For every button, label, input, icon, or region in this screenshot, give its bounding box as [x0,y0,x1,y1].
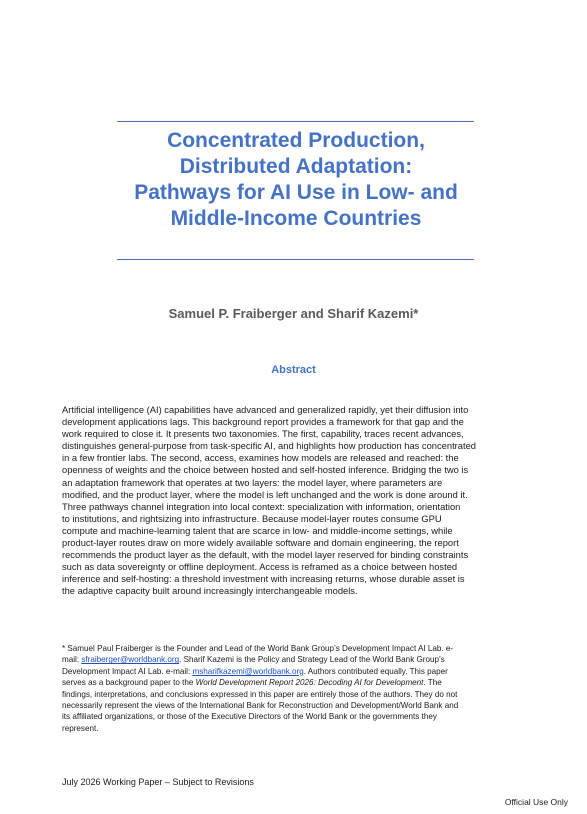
footnote-text: Development Impact AI Lab. e-mail: [62,666,193,676]
abstract-line: compute and machine-learning talent that are scarce in low- and middle-income settings, while [62,525,453,536]
abstract-line: inference and self-hosting: a threshold investment with increasing returns, whose durable asset is [62,574,465,585]
abstract-line: Artificial intelligence (AI) capabilities have advanced and generalized rapidly, yet their diffusion into [62,405,469,415]
title-line: Pathways for AI Use in Low- and [134,181,458,204]
abstract-line: modified, and the product layer, where the model is left unchanged and the work is done around it. [62,489,468,500]
abstract-line: product-layer routes draw on more widely available software and domain engineering, the report [62,538,459,549]
abstract-line: distinguishes general-purpose from task-specific AI, and highlights how production has concentrated [62,441,476,452]
footnote-line [62,666,524,677]
footnote-line: represent. [62,723,99,733]
footnote-line [62,677,524,688]
abstract-line: development applications lags. This background report provides a framework for that gap and the [62,417,464,428]
abstract-line: recommends the product layer as the default, with the model layer reserved for binding constraints [62,550,469,561]
footnote-line: necessarily represent the views of the International Bank for Reconstruction and Development/World Bank and [62,701,459,711]
footnote-text: . Sharif Kazemi is the Policy and Strategy Lead of the World Bank Group’s [179,655,445,665]
abstract-line: in a few frontier labs. The second, access, examines how models are released and reached: the [62,453,459,464]
title-bottom-rule [117,259,474,260]
working-paper-note: July 2026 Working Paper – Subject to Revisions [62,777,254,787]
email-link-kazemi[interactable]: msharifkazemi@worldbank.org [192,666,304,676]
classification-label: Official Use Only [504,797,568,807]
report-title: World Development Report 2026: Decoding AI for Development [195,678,424,688]
footnote-text: mail: [62,655,82,665]
abstract-line: work required to close it. It presents two taxonomies. The first, capability, traces recent advances, [62,429,464,440]
abstract-line: to institutions, and rightsizing into infrastructure. Because model-layer routes consume GPU [62,513,442,524]
abstract-line: such as data sovereignty or offline deployment. Access is reframed as a choice between hosted [62,562,458,573]
abstract-heading: Abstract [271,364,316,376]
abstract-line: an adaptation framework that operates at two layers: the model layer, where parameters are [62,477,443,488]
title-line: Concentrated Production, [167,129,425,152]
author-line: Samuel P. Fraiberger and Sharif Kazemi* [168,306,419,321]
author-footnote [62,643,524,734]
footnote-line: its affiliated organizations, or those of the Executive Directors of the World Bank or the governments they [62,712,437,722]
email-link-fraiberger[interactable]: sfraiberger@worldbank.org [81,655,180,665]
abstract-line: the adaptive capacity built around increasingly interchangeable models. [62,586,358,597]
footnote-line [62,654,524,665]
paper-title [100,128,492,232]
footnote-text: serves as a background paper to the [62,678,196,688]
footnote-text: . Authors contributed equally. This paper [303,666,448,676]
footnote-line: * Samuel Paul Fraiberger is the Founder and Lead of the World Bank Group’s Development Impact AI Lab. e- [62,644,454,653]
title-line: Distributed Adaptation: [179,155,413,178]
footnote-text: . The [423,678,442,688]
abstract-text [62,404,524,598]
title-line: Middle-Income Countries [170,207,422,230]
abstract-line: Three pathways channel integration into local context: specialization with information, orientation [62,501,461,512]
abstract-line: openness of weights and the choice between hosted and self-hosted inference. Bridging the two is [62,465,469,476]
footnote-line: findings, interpretations, and conclusions expressed in this paper are entirely those of the authors. They do not [62,689,458,699]
title-top-rule [117,121,474,122]
